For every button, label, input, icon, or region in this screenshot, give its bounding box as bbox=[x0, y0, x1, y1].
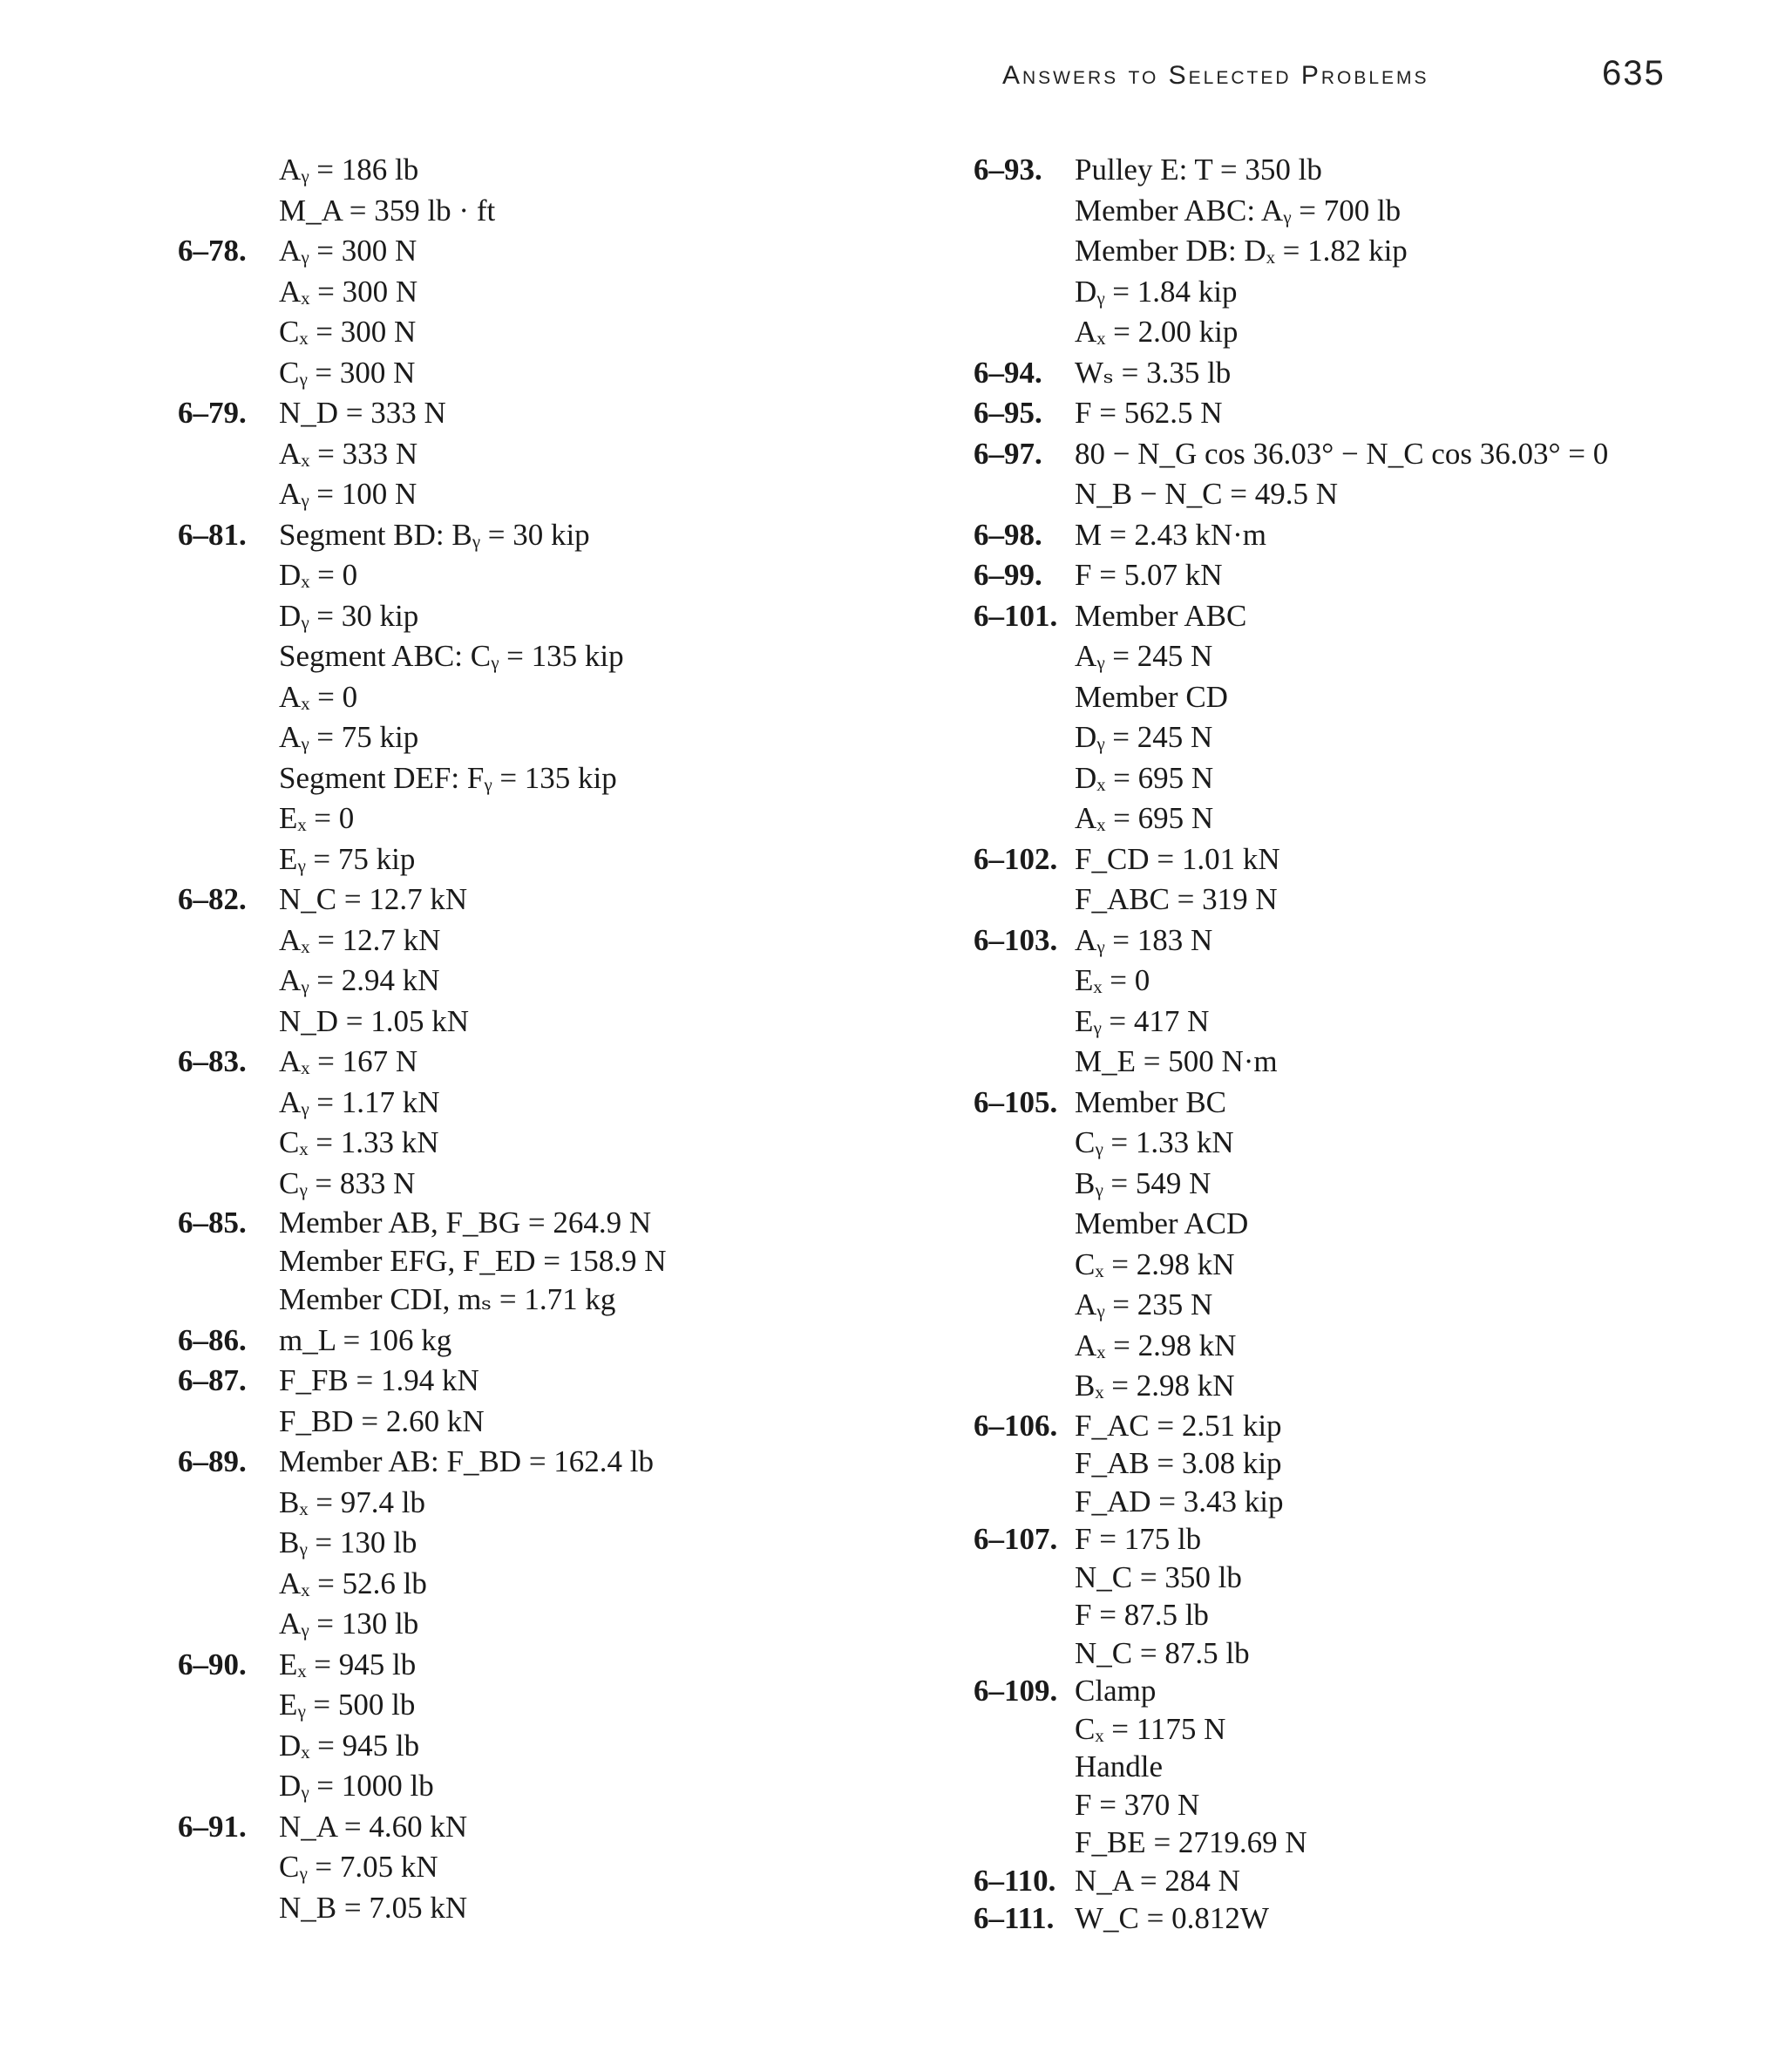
answer-line bbox=[974, 880, 1758, 921]
answer-line bbox=[178, 1766, 962, 1807]
answer-text: Clamp bbox=[1075, 1674, 1157, 1708]
answer-line bbox=[178, 393, 962, 434]
answer-text: F_BD = 2.60 kN bbox=[279, 1403, 485, 1438]
answer-line bbox=[974, 717, 1758, 758]
problem-number: 6–109. bbox=[974, 1674, 1058, 1708]
problem-number: 6–102. bbox=[974, 841, 1058, 876]
answer-text: Aₓ = 12.7 kN bbox=[279, 922, 441, 957]
answer-text: N_A = 4.60 kN bbox=[279, 1809, 468, 1844]
answer-line bbox=[178, 1442, 962, 1483]
answer-text: Eᵧ = 500 lb bbox=[279, 1688, 416, 1722]
answer-text: N_C = 87.5 lb bbox=[1075, 1635, 1250, 1670]
answer-line bbox=[178, 272, 962, 313]
answer-line bbox=[178, 758, 962, 799]
problem-number: 6–79. bbox=[178, 396, 247, 430]
answer-line bbox=[178, 474, 962, 515]
answer-text: Eₓ = 945 lb bbox=[279, 1647, 417, 1681]
problem-number: 6–95. bbox=[974, 396, 1042, 430]
answer-text: Pulley E: T = 350 lb bbox=[1075, 153, 1322, 187]
answer-text: M_A = 359 lb · ft bbox=[279, 193, 496, 228]
answer-text: Member AB: F_BD = 162.4 lb bbox=[279, 1444, 655, 1478]
problem-number: 6–94. bbox=[974, 355, 1042, 390]
problem-number: 6–105. bbox=[974, 1084, 1058, 1119]
answer-text: F_BE = 2719.69 N bbox=[1075, 1825, 1307, 1859]
answer-text: Cᵧ = 833 N bbox=[279, 1165, 416, 1200]
answer-text: Segment ABC: Cᵧ = 135 kip bbox=[279, 639, 624, 673]
problem-number: 6–103. bbox=[974, 922, 1058, 957]
answer-line bbox=[974, 1710, 1758, 1749]
answer-text: Member ABC: Aᵧ = 700 lb bbox=[1075, 193, 1402, 228]
problem-number: 6–81. bbox=[178, 517, 247, 552]
answer-text: N_D = 333 N bbox=[279, 396, 446, 430]
answer-text: Aᵧ = 245 N bbox=[1075, 639, 1213, 673]
answer-text: Aᵧ = 130 lb bbox=[279, 1607, 419, 1641]
answer-line bbox=[974, 312, 1758, 353]
page-number: 635 bbox=[1602, 54, 1666, 92]
problem-number: 6–78. bbox=[178, 234, 247, 268]
answer-text: Member CDI, mₛ = 1.71 kg bbox=[279, 1282, 616, 1316]
answer-line bbox=[178, 1807, 962, 1848]
answer-text: Member CD bbox=[1075, 679, 1228, 714]
answer-line bbox=[974, 1899, 1758, 1938]
answer-text: Dₓ = 695 N bbox=[1075, 760, 1214, 795]
answer-text: Cᵧ = 300 N bbox=[279, 355, 416, 390]
answer-line bbox=[974, 677, 1758, 718]
answer-line bbox=[974, 1786, 1758, 1824]
answer-text: Dₓ = 0 bbox=[279, 558, 358, 592]
answer-text: Dᵧ = 1000 lb bbox=[279, 1769, 434, 1803]
answer-text: Aₓ = 167 N bbox=[279, 1044, 418, 1078]
answer-line bbox=[178, 961, 962, 1002]
answer-text: Aₓ = 2.00 kip bbox=[1075, 315, 1239, 349]
problem-number: 6–107. bbox=[974, 1522, 1058, 1556]
answer-text: Bᵧ = 130 lb bbox=[279, 1525, 417, 1559]
answer-text: Aᵧ = 1.17 kN bbox=[279, 1084, 440, 1119]
answer-line bbox=[974, 1634, 1758, 1673]
answer-text: M = 2.43 kN·m bbox=[1075, 517, 1267, 552]
answer-text: N_C = 350 lb bbox=[1075, 1559, 1242, 1594]
answer-line bbox=[974, 1164, 1758, 1205]
answer-line bbox=[974, 839, 1758, 880]
answer-line bbox=[974, 1407, 1758, 1445]
answer-line bbox=[974, 150, 1758, 191]
answer-line bbox=[178, 1685, 962, 1726]
answer-text: F_FB = 1.94 kN bbox=[279, 1363, 479, 1397]
answer-line bbox=[178, 515, 962, 556]
answer-line bbox=[974, 921, 1758, 961]
answer-text: Cᵧ = 7.05 kN bbox=[279, 1850, 438, 1884]
answer-line bbox=[178, 880, 962, 921]
answer-text: Dᵧ = 245 N bbox=[1075, 720, 1213, 754]
answer-text: M_E = 500 N·m bbox=[1075, 1044, 1278, 1078]
answer-line bbox=[178, 1564, 962, 1605]
answer-line bbox=[974, 231, 1758, 272]
answer-line bbox=[974, 434, 1758, 475]
answer-line bbox=[974, 1123, 1758, 1164]
problem-number: 6–111. bbox=[974, 1901, 1055, 1935]
answer-line bbox=[178, 717, 962, 758]
answer-text: Wₛ = 3.35 lb bbox=[1075, 355, 1232, 390]
answer-line bbox=[178, 1483, 962, 1524]
answer-line bbox=[974, 1326, 1758, 1367]
answer-line bbox=[974, 636, 1758, 677]
answer-text: Member ABC bbox=[1075, 598, 1247, 633]
answer-text: Aᵧ = 75 kip bbox=[279, 720, 419, 754]
problem-number: 6–86. bbox=[178, 1322, 247, 1357]
problem-number: 6–87. bbox=[178, 1363, 247, 1397]
answer-line bbox=[178, 1888, 962, 1929]
answer-text: W_C = 0.812W bbox=[1075, 1901, 1269, 1935]
answer-text: N_A = 284 N bbox=[1075, 1863, 1240, 1898]
answer-line bbox=[974, 1824, 1758, 1862]
answer-text: 80 − N_G cos 36.03° − N_C cos 36.03° = 0 bbox=[1075, 436, 1609, 471]
answer-line bbox=[178, 1280, 962, 1321]
answer-line bbox=[974, 1002, 1758, 1043]
answer-line bbox=[178, 1645, 962, 1686]
answer-line bbox=[178, 1361, 962, 1402]
answer-line bbox=[974, 1862, 1758, 1900]
answer-text: Eₓ = 0 bbox=[1075, 963, 1150, 997]
answer-line bbox=[178, 434, 962, 475]
answer-line bbox=[178, 1164, 962, 1205]
answer-text: Aᵧ = 100 N bbox=[279, 477, 417, 511]
answer-text: Segment BD: Bᵧ = 30 kip bbox=[279, 517, 590, 552]
problem-number: 6–106. bbox=[974, 1408, 1058, 1443]
answer-text: Aₓ = 52.6 lb bbox=[279, 1566, 427, 1600]
answer-text: F = 175 lb bbox=[1075, 1522, 1202, 1556]
answer-line bbox=[178, 1242, 962, 1281]
answer-text: Aᵧ = 183 N bbox=[1075, 922, 1213, 957]
answer-line bbox=[178, 1726, 962, 1767]
problem-number: 6–89. bbox=[178, 1444, 247, 1478]
problem-number: 6–97. bbox=[974, 436, 1042, 471]
problem-number: 6–110. bbox=[974, 1863, 1056, 1898]
answer-line bbox=[178, 1204, 962, 1242]
answer-line bbox=[974, 515, 1758, 556]
answer-text: F_AB = 3.08 kip bbox=[1075, 1446, 1282, 1480]
answer-line bbox=[178, 1083, 962, 1124]
problem-number: 6–98. bbox=[974, 517, 1042, 552]
answer-line bbox=[974, 393, 1758, 434]
answer-line bbox=[974, 1672, 1758, 1710]
answer-text: N_D = 1.05 kN bbox=[279, 1003, 470, 1038]
answer-text: Eᵧ = 75 kip bbox=[279, 841, 416, 876]
answer-line bbox=[974, 1596, 1758, 1634]
answer-text: Dᵧ = 30 kip bbox=[279, 598, 419, 633]
answer-line bbox=[974, 1748, 1758, 1786]
answer-line bbox=[974, 1366, 1758, 1407]
left-answer-column bbox=[178, 150, 962, 1928]
answer-line bbox=[178, 798, 962, 839]
answer-line bbox=[974, 596, 1758, 637]
answer-line bbox=[974, 1042, 1758, 1083]
answer-text: Aᵧ = 2.94 kN bbox=[279, 963, 440, 997]
answer-text: N_B = 7.05 kN bbox=[279, 1890, 468, 1925]
problem-number: 6–83. bbox=[178, 1044, 247, 1078]
problem-number: 6–90. bbox=[178, 1647, 247, 1681]
answer-text: F_ABC = 319 N bbox=[1075, 882, 1278, 916]
answer-text: Bₓ = 97.4 lb bbox=[279, 1484, 425, 1519]
answer-line bbox=[974, 1245, 1758, 1286]
answer-line bbox=[178, 1847, 962, 1888]
answer-line bbox=[178, 677, 962, 718]
answer-text: Cₓ = 1.33 kN bbox=[279, 1125, 439, 1159]
answer-line bbox=[974, 1285, 1758, 1326]
answer-line bbox=[974, 1559, 1758, 1597]
answer-line bbox=[178, 555, 962, 596]
answer-text: F = 562.5 N bbox=[1075, 396, 1223, 430]
answer-line bbox=[974, 555, 1758, 596]
problem-number: 6–85. bbox=[178, 1206, 247, 1240]
answer-line bbox=[974, 758, 1758, 799]
answer-line bbox=[178, 1123, 962, 1164]
answer-text: Cᵧ = 1.33 kN bbox=[1075, 1125, 1234, 1159]
answer-text: Dᵧ = 1.84 kip bbox=[1075, 274, 1238, 309]
answer-line bbox=[178, 1523, 962, 1564]
problem-number: 6–93. bbox=[974, 153, 1042, 187]
answer-text: Aᵧ = 300 N bbox=[279, 234, 417, 268]
answer-text: N_B − N_C = 49.5 N bbox=[1075, 477, 1338, 511]
answer-text: Aₓ = 2.98 kN bbox=[1075, 1328, 1237, 1362]
answer-text: Member BC bbox=[1075, 1084, 1227, 1119]
answer-text: Cₓ = 1175 N bbox=[1075, 1711, 1226, 1746]
answer-text: Eₓ = 0 bbox=[279, 801, 355, 835]
answer-line bbox=[974, 1444, 1758, 1483]
answer-text: Bₓ = 2.98 kN bbox=[1075, 1369, 1235, 1403]
answer-line bbox=[974, 191, 1758, 232]
answer-line bbox=[974, 353, 1758, 394]
answer-text: Cₓ = 2.98 kN bbox=[1075, 1247, 1235, 1281]
answer-text: Eᵧ = 417 N bbox=[1075, 1003, 1210, 1038]
answer-text: Aᵧ = 235 N bbox=[1075, 1287, 1213, 1321]
answer-text: Member ACD bbox=[1075, 1206, 1249, 1240]
answer-text: F_AC = 2.51 kip bbox=[1075, 1408, 1282, 1443]
answer-text: F = 370 N bbox=[1075, 1787, 1200, 1822]
answer-line bbox=[178, 839, 962, 880]
answer-line bbox=[178, 596, 962, 637]
answer-line bbox=[974, 272, 1758, 313]
right-answer-column bbox=[974, 150, 1758, 1938]
answer-line bbox=[178, 191, 962, 232]
problem-number: 6–82. bbox=[178, 882, 247, 916]
answer-text: F = 5.07 kN bbox=[1075, 558, 1223, 592]
answer-line bbox=[178, 1002, 962, 1043]
answer-line bbox=[974, 1083, 1758, 1124]
answer-text: Aᵧ = 186 lb bbox=[279, 153, 419, 187]
answer-line bbox=[974, 1204, 1758, 1245]
answer-line bbox=[178, 1042, 962, 1083]
running-head: Answers to Selected Problems bbox=[1002, 61, 1429, 90]
answer-text: F = 87.5 lb bbox=[1075, 1598, 1209, 1632]
answer-text: Aₓ = 695 N bbox=[1075, 801, 1214, 835]
answer-text: Handle bbox=[1075, 1749, 1164, 1783]
answer-line bbox=[178, 636, 962, 677]
answer-line bbox=[974, 474, 1758, 515]
answer-text: Member EFG, F_ED = 158.9 N bbox=[279, 1243, 667, 1278]
answer-text: Bᵧ = 549 N bbox=[1075, 1165, 1211, 1200]
answer-text: Aₓ = 300 N bbox=[279, 274, 418, 309]
answer-text: F_AD = 3.43 kip bbox=[1075, 1484, 1284, 1518]
answer-text: Member DB: Dₓ = 1.82 kip bbox=[1075, 234, 1408, 268]
answer-text: Member AB, F_BG = 264.9 N bbox=[279, 1206, 652, 1240]
answer-line bbox=[974, 961, 1758, 1002]
answer-line bbox=[178, 1604, 962, 1645]
answer-text: Aₓ = 0 bbox=[279, 679, 358, 714]
answer-line bbox=[178, 1321, 962, 1362]
answer-line bbox=[178, 921, 962, 961]
problem-number: 6–91. bbox=[178, 1809, 247, 1844]
answer-line bbox=[178, 231, 962, 272]
answer-line bbox=[974, 798, 1758, 839]
answer-text: Dₓ = 945 lb bbox=[279, 1728, 420, 1763]
problem-number: 6–101. bbox=[974, 598, 1058, 633]
answer-text: F_CD = 1.01 kN bbox=[1075, 841, 1280, 876]
answer-line bbox=[178, 150, 962, 191]
answer-line bbox=[974, 1520, 1758, 1559]
answer-line bbox=[178, 312, 962, 353]
problem-number: 6–99. bbox=[974, 558, 1042, 592]
answer-text: Cₓ = 300 N bbox=[279, 315, 417, 349]
answer-line bbox=[178, 1402, 962, 1443]
answer-text: m_L = 106 kg bbox=[279, 1322, 452, 1357]
answer-text: Segment DEF: Fᵧ = 135 kip bbox=[279, 760, 617, 795]
answer-line bbox=[974, 1483, 1758, 1521]
answer-line bbox=[178, 353, 962, 394]
answer-text: N_C = 12.7 kN bbox=[279, 882, 468, 916]
answer-text: Aₓ = 333 N bbox=[279, 436, 418, 471]
